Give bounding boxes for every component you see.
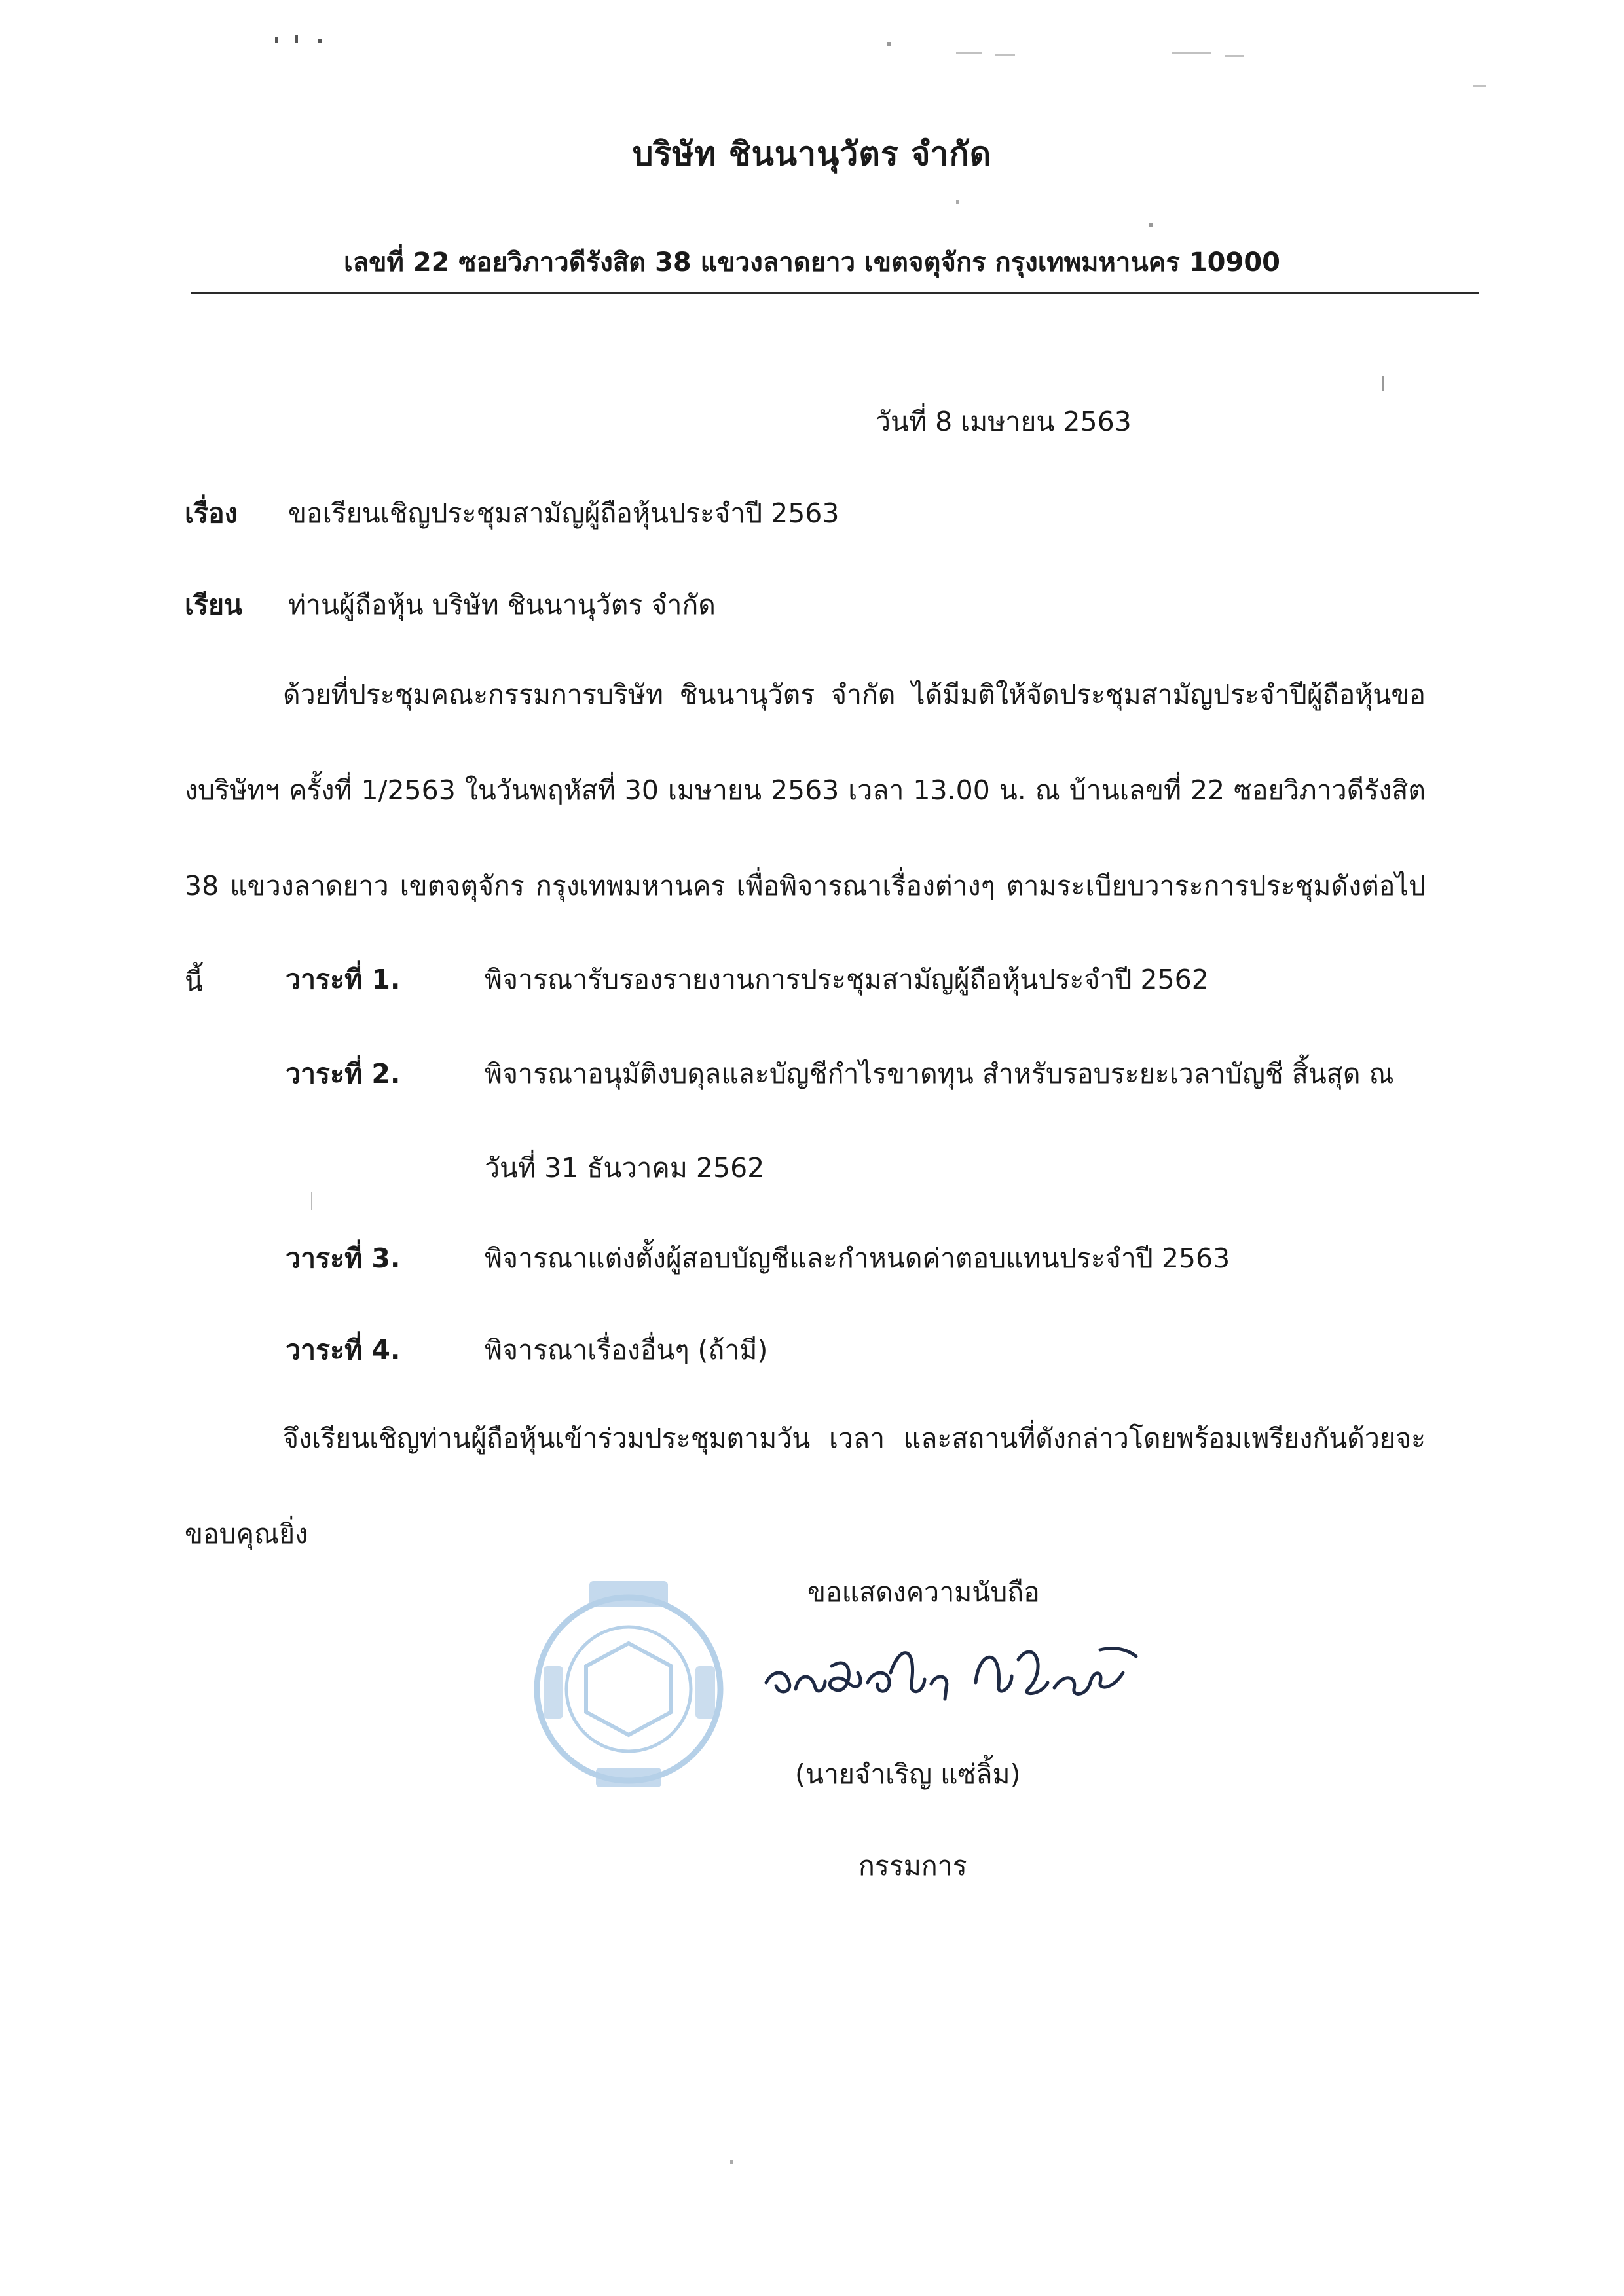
agenda-item-text: พิจารณาเรื่องอื่นๆ (ถ้ามี) <box>485 1334 768 1366</box>
agenda-item-text: พิจารณารับรองรายงานการประชุมสามัญผู้ถือหุ้นประจำปี 2562 <box>485 964 1209 995</box>
body-paragraph-text: ด้วยที่ประชุมคณะกรรมการบริษัท ชินนานุวัตร จำกัด ได้มีมติให้จัดประชุมสามัญประจำปีผู้ถือหุ้นของบริษัทฯ ครั้งที่ 1/2563 ในวันพฤหัสที่ 30 เมษายน 2563 เวลา 13.00 น. ณ บ้านเลขที่ 22 ซอยวิภาวดีรังสิต 38 แขวงลาดยาว เขตจตุจักร กรุงเทพมหานคร เพื่อพิจารณาเรื่องต่างๆ ตามระเบียบวาระการประชุมดังต่อไปนี้ <box>185 679 1426 997</box>
agenda-item-label: วาระที่ 3. <box>286 1243 401 1274</box>
recipient-label: เรียน <box>185 589 243 621</box>
agenda-item-text: พิจารณาแต่งตั้งผู้สอบบัญชีและกำหนดค่าตอบแทนประจำปี 2563 <box>485 1243 1230 1274</box>
agenda-item-label: วาระที่ 1. <box>286 964 401 995</box>
agenda-item-label: วาระที่ 2. <box>286 1058 401 1089</box>
letter-date: วันที่ 8 เมษายน 2563 <box>876 406 1132 437</box>
signature-icon <box>760 1611 1153 1722</box>
agenda-item-text-continued: วันที่ 31 ธันวาคม 2562 <box>485 1152 765 1184</box>
closing-salutation: ขอแสดงความนับถือ <box>807 1576 1040 1608</box>
subject-label: เรื่อง <box>185 498 238 529</box>
signer-position: กรรมการ <box>858 1850 967 1882</box>
company-seal-icon <box>524 1568 733 1804</box>
subject-text: ขอเรียนเชิญประชุมสามัญผู้ถือหุ้นประจำปี 2563 <box>288 498 840 529</box>
closing-paragraph-text: จึงเรียนเชิญท่านผู้ถือหุ้นเข้าร่วมประชุมตามวัน เวลา และสถานที่ดังกล่าวโดยพร้อมเพรียงกันด้วยจะขอบคุณยิ่ง <box>185 1423 1426 1550</box>
header-divider <box>191 292 1479 294</box>
closing-paragraph <box>185 1391 1426 1582</box>
recipient-text: ท่านผู้ถือหุ้น บริษัท ชินนานุวัตร จำกัด <box>288 589 716 621</box>
signer-name: (นายจำเริญ แซ่ลิ้ม) <box>795 1758 1021 1790</box>
company-address: เลขที่ 22 ซอยวิภาวดีรังสิต 38 แขวงลาดยาว เขตจตุจักร กรุงเทพมหานคร 10900 <box>344 247 1280 278</box>
agenda-item-text: พิจารณาอนุมัติงบดุลและบัญชีกำไรขาดทุน สำหรับรอบระยะเวลาบัญชี สิ้นสุด ณ <box>485 1058 1394 1089</box>
agenda-item-label: วาระที่ 4. <box>286 1334 401 1366</box>
company-name: บริษัท ชินนานุวัตร จำกัด <box>632 135 992 173</box>
